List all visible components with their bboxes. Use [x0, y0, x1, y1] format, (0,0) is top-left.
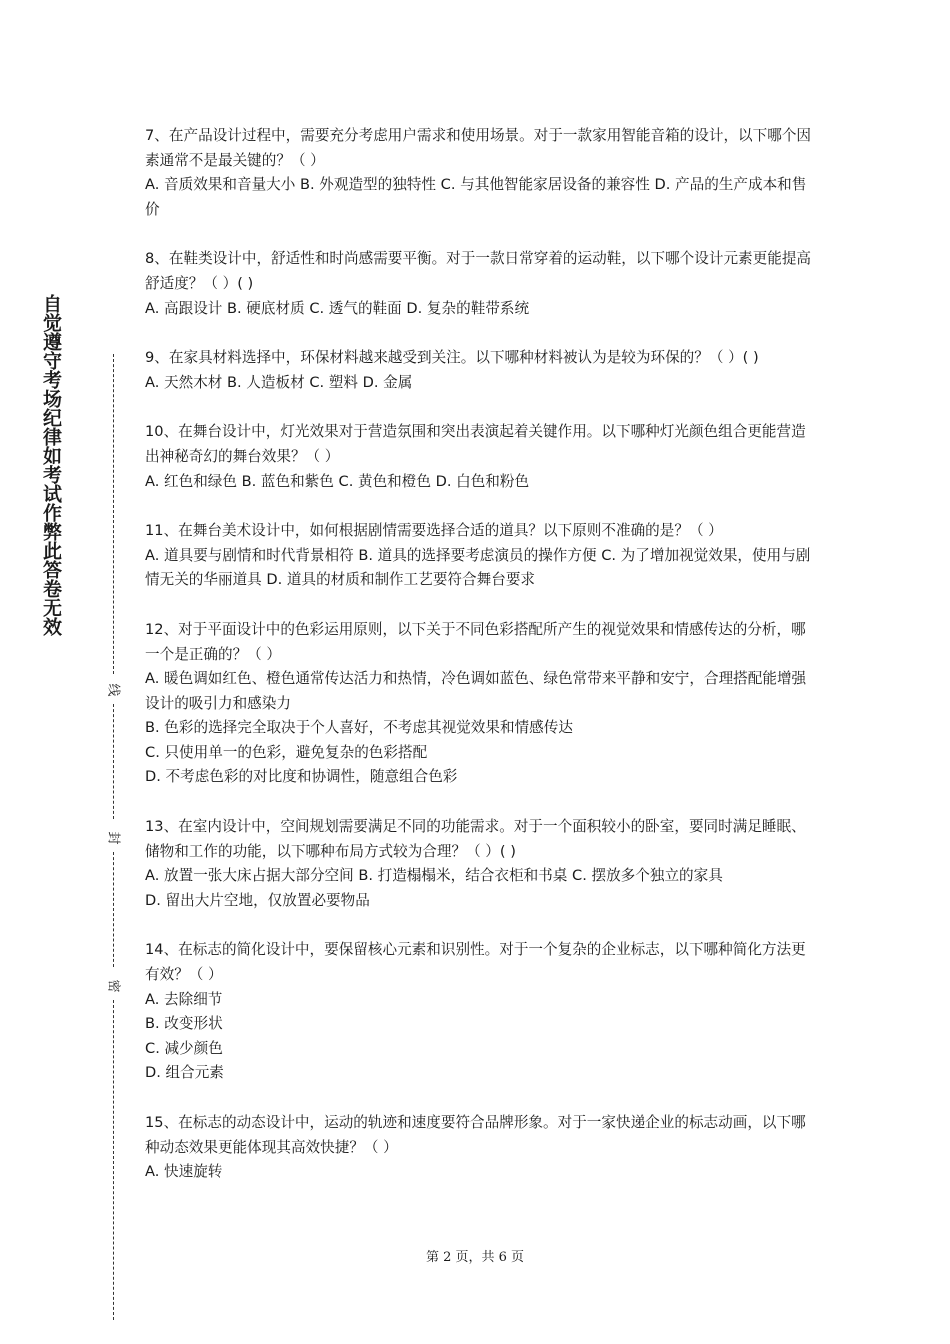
binding-secret-label: 密	[105, 979, 121, 993]
binding-seal-label: 封	[105, 831, 121, 845]
binding-line-label: 线	[105, 683, 121, 697]
question-list	[145, 124, 815, 1210]
question-options: A. 音质效果和音量大小 B. 外观造型的独特性 C. 与其他智能家居设备的兼容性 D. 产品的生产成本和售价	[145, 176, 807, 218]
question-options: A. 高跟设计 B. 硬底材质 C. 透气的鞋面 D. 复杂的鞋带系统	[145, 299, 530, 317]
question-option-c: C. 减少颜色	[145, 1039, 223, 1057]
question-13	[145, 815, 815, 913]
question-stem: 10、在舞台设计中，灯光效果对于营造氛围和突出表演起着关键作用。以下哪种灯光颜色组合更能营造出神秘奇幻的舞台效果？（ ）	[145, 423, 806, 465]
question-option-b: B. 改变形状	[145, 1015, 223, 1033]
question-stem: 14、在标志的简化设计中，要保留核心元素和识别性。对于一个复杂的企业标志，以下哪种简化方法更有效？（ ）	[145, 941, 806, 984]
exam-discipline-notice: 自觉遵守考场纪律如考试作弊此答卷无效	[40, 294, 62, 636]
binding-dash-line-3	[113, 852, 114, 967]
question-option-a: A. 快速旋转	[145, 1163, 223, 1181]
question-option-d: D. 不考虑色彩的对比度和协调性，随意组合色彩	[145, 768, 458, 786]
question-14	[145, 938, 815, 1086]
question-option-a: A. 去除细节	[145, 990, 223, 1008]
question-options: A. 天然木材 B. 人造板材 C. 塑料 D. 金属	[145, 373, 413, 391]
question-9	[145, 346, 815, 395]
question-options: A. 道具要与剧情和时代背景相符 B. 道具的选择要考虑演员的操作方便 C. 为了增加视觉效果，使用与剧情无关的华丽道具 D. 道具的材质和制作工艺要符合舞台要求	[145, 546, 811, 589]
question-option-a: A. 暖色调如红色、橙色通常传达活力和热情，冷色调如蓝色、绿色常带来平静和安宁，合理搭配能增强设计的吸引力和感染力	[145, 670, 807, 712]
page-number: 第 2 页，共 6 页	[425, 1250, 525, 1265]
question-option-c: C. 只使用单一的色彩，避免复杂的色彩搭配	[145, 743, 428, 761]
question-12	[145, 618, 815, 790]
question-15	[145, 1111, 815, 1185]
question-options: A. 红色和绿色 B. 蓝色和紫色 C. 黄色和橙色 D. 白色和粉色	[145, 472, 530, 490]
question-stem: 9、在家具材料选择中，环保材料越来越受到关注。以下哪种材料被认为是较为环保的？（ ）( )	[145, 349, 759, 367]
question-stem: 13、在室内设计中，空间规划需要满足不同的功能需求。对于一个面积较小的卧室，要同时满足睡眠、储物和工作的功能，以下哪种布局方式较为合理？（ ）( )	[145, 818, 806, 860]
question-option-d: D. 留出大片空地，仅放置必要物品	[145, 891, 370, 909]
question-option-d: D. 组合元素	[145, 1064, 224, 1082]
question-option-b: B. 色彩的选择完全取决于个人喜好，不考虑其视觉效果和情感传达	[145, 719, 573, 737]
question-options: A. 放置一张大床占据大部分空间 B. 打造榻榻米，结合衣柜和书桌 C. 摆放多个独立的家具	[145, 867, 723, 885]
binding-dash-line-2	[113, 704, 114, 819]
question-8	[145, 247, 815, 321]
question-11	[145, 519, 815, 593]
question-stem: 8、在鞋类设计中，舒适性和时尚感需要平衡。对于一款日常穿着的运动鞋，以下哪个设计元素更能提高舒适度？（ ）( )	[145, 250, 812, 292]
question-stem: 12、对于平面设计中的色彩运用原则，以下关于不同色彩搭配所产生的视觉效果和情感传达的分析，哪一个是正确的？（ ）	[145, 620, 806, 663]
question-stem: 15、在标志的动态设计中，运动的轨迹和速度要符合品牌形象。对于一家快递企业的标志动画，以下哪种动态效果更能体现其高效快捷？（ ）	[145, 1114, 806, 1156]
binding-dash-line-1	[113, 354, 114, 674]
binding-dash-line-4	[113, 1000, 114, 1320]
question-stem: 11、在舞台美术设计中，如何根据剧情需要选择合适的道具？以下原则不准确的是？（ ）	[145, 522, 723, 540]
question-stem: 7、在产品设计过程中，需要充分考虑用户需求和使用场景。对于一款家用智能音箱的设计，以下哪个因素通常不是最关键的？（ ）	[145, 127, 812, 169]
question-7	[145, 124, 815, 222]
question-10	[145, 420, 815, 494]
